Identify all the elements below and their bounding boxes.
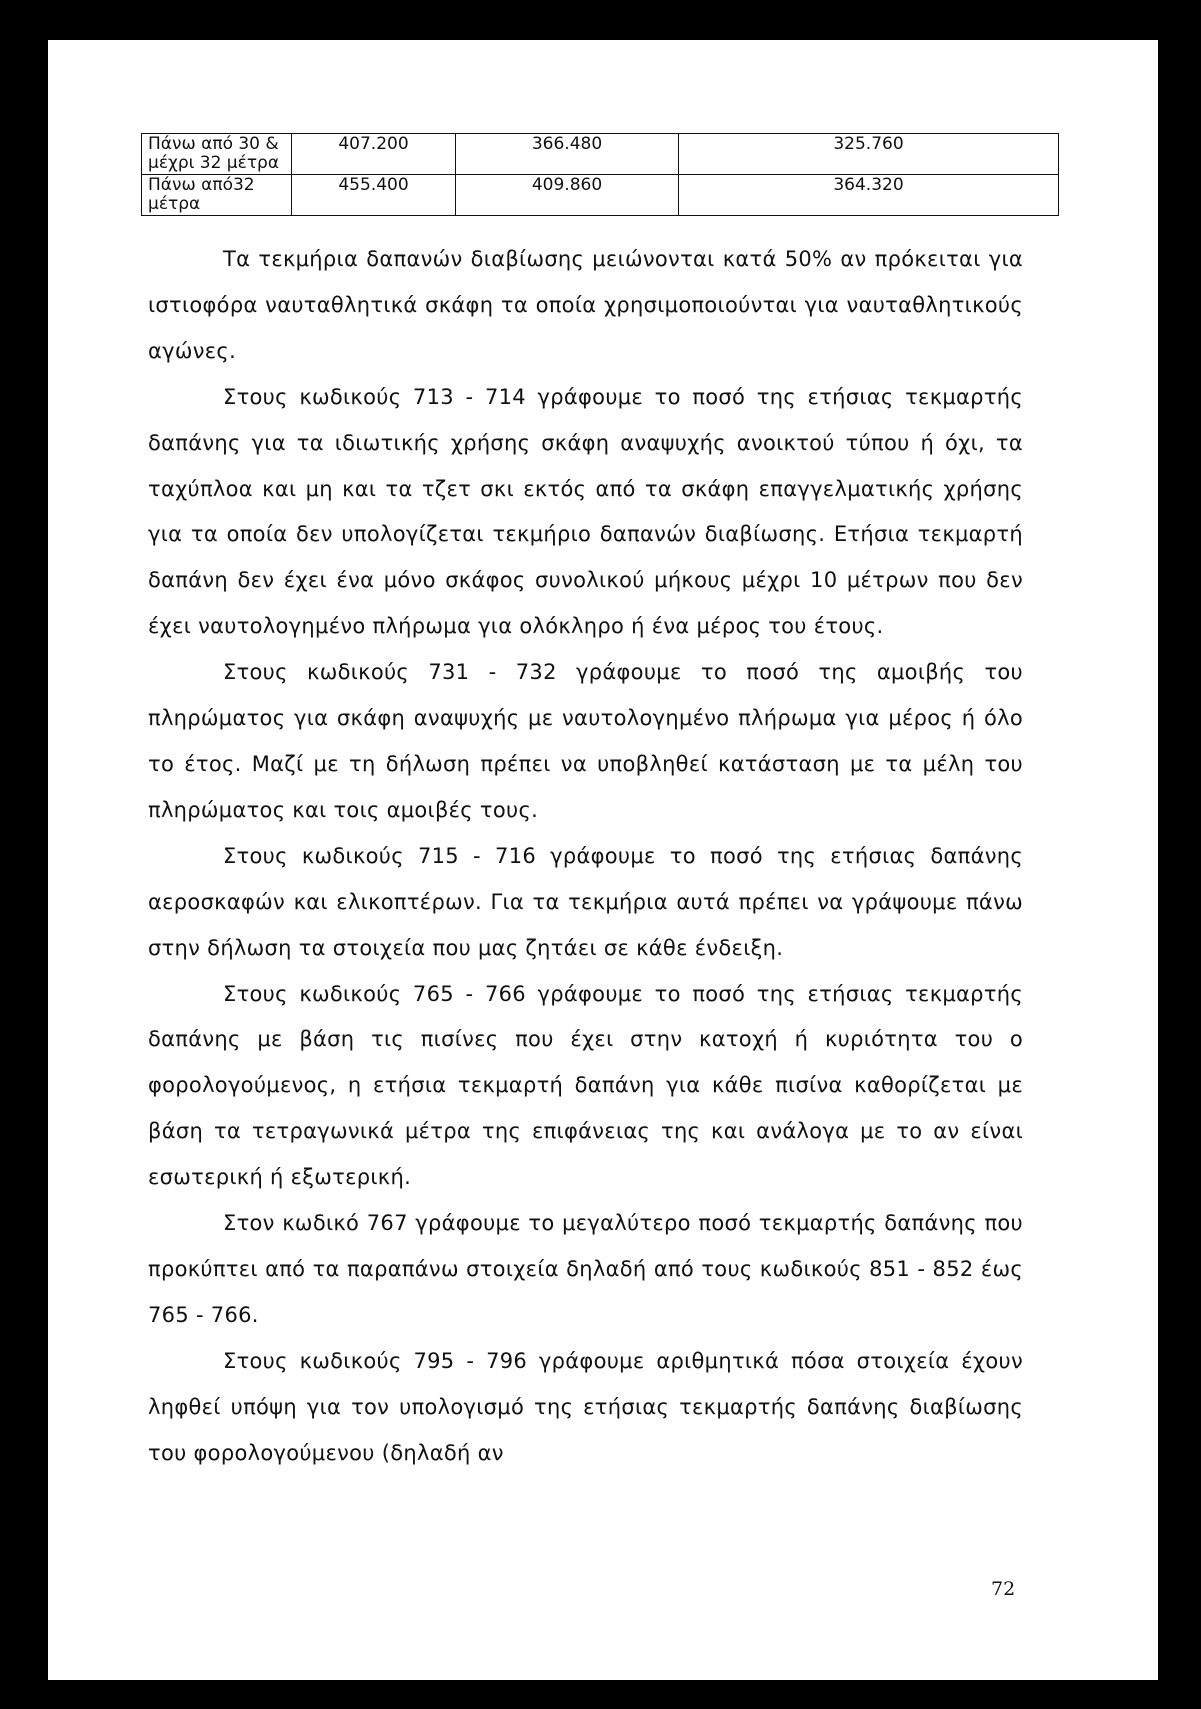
table-cell-value: 409.860 bbox=[456, 175, 679, 216]
table-cell-label: Πάνω από32 μέτρα bbox=[142, 175, 292, 216]
paragraph: Στους κωδικούς 765 - 766 γράφουμε το ποσό της ετήσιας τεκμαρτής δαπάνης με βάση τις πισίνες που έχει στην κατοχή ή κυριότητα του ο φορολογούμενος, η ετήσια τεκμαρτή δαπάνη για κάθε πισίνα καθορίζεται με βάση τα τετραγωνικά μέτρα της επιφάνειας της και ανάλογα με το αν είναι εσωτερική ή εξωτερική. bbox=[148, 981, 1023, 1190]
paragraph: Στους κωδικούς 715 - 716 γράφουμε το ποσό της ετήσιας δαπάνης αεροσκαφών και ελικοπτέρων. Για τα τεκμήρια αυτά πρέπει να γράψουμε πάνω στην δήλωση τα στοιχεία που μας ζητάει σε κάθε ένδειξη. bbox=[148, 843, 1023, 960]
page-number: 72 bbox=[991, 1578, 1016, 1600]
paragraph: Στους κωδικούς 731 - 732 γράφουμε το ποσό της αμοιβής του πληρώματος για σκάφη αναψυχής με ναυτολογημένο πλήρωμα για μέρος ή όλο το έτος. Μαζί με τη δήλωση πρέπει να υποβληθεί κατάσταση με τα μέλη του πληρώματος και τοις αμοιβές τους. bbox=[148, 660, 1023, 822]
table-cell-value: 366.480 bbox=[456, 134, 679, 175]
table-cell-value: 325.760 bbox=[679, 134, 1059, 175]
table-cell-value: 407.200 bbox=[292, 134, 456, 175]
table-cell-value: 364.320 bbox=[679, 175, 1059, 216]
rates-table bbox=[141, 133, 1059, 216]
paragraph: Στον κωδικό 767 γράφουμε το μεγαλύτερο ποσό τεκμαρτής δαπάνης που προκύπτει από τα παραπάνω στοιχεία δηλαδή από τους κωδικούς 851 - 852 έως 765 - 766. bbox=[148, 1211, 1023, 1327]
table-cell-label: Πάνω από 30 & μέχρι 32 μέτρα bbox=[142, 134, 292, 175]
paragraph: Στους κωδικούς 795 - 796 γράφουμε αριθμητικά πόσα στοιχεία έχουν ληφθεί υπόψη για τον υπολογισμό της ετήσιας τεκμαρτής δαπάνης διαβίωσης του φορολογούμενου (δηλαδή αν bbox=[148, 1348, 1023, 1465]
paragraph: Στους κωδικούς 713 - 714 γράφουμε το ποσό της ετήσιας τεκμαρτής δαπάνης για τα ιδιωτικής χρήσης σκάφη αναψυχής ανοικτού τύπου ή όχι, τα ταχύπλοα και μη και τα τζετ σκι εκτός από τα σκάφη επαγγελματικής χρήσης για τα οποία δεν υπολογίζεται τεκμήριο δαπανών διαβίωσης. Ετήσια τεκμαρτή δαπάνη δεν έχει ένα μόνο σκάφος συνολικού μήκους μέχρι 10 μέτρων που δεν έχει ναυτολογημένο πλήρωμα για ολόκληρο ή ένα μέρος του έτους. bbox=[148, 384, 1023, 639]
paragraph: Τα τεκμήρια δαπανών διαβίωσης μειώνονται κατά 50% αν πρόκειται για ιστιοφόρα ναυταθλητικά σκάφη τα οποία χρησιμοποιούνται για ναυταθλητικούς αγώνες. bbox=[148, 247, 1023, 363]
table-row bbox=[142, 175, 1059, 216]
body-text bbox=[148, 237, 1023, 1476]
table-row bbox=[142, 134, 1059, 175]
table-cell-value: 455.400 bbox=[292, 175, 456, 216]
